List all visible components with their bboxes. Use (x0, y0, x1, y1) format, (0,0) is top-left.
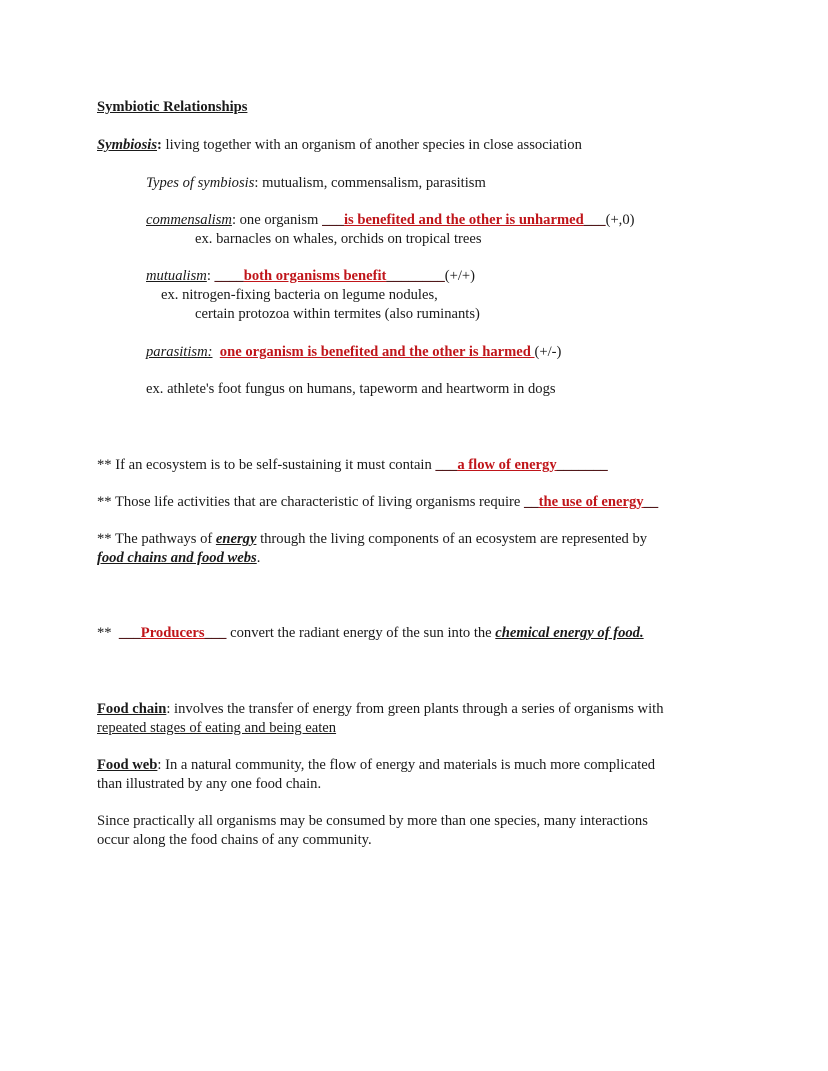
statement-life-activities (97, 493, 658, 511)
page-title: Symbiotic Relationships (97, 99, 248, 115)
mutualism-blank-pre: ____ (214, 268, 244, 284)
statement-producers (97, 624, 644, 642)
food-web-definition (97, 756, 655, 774)
statement-1-blank-pre: ___ (435, 457, 458, 473)
types-label: Types of symbiosis (146, 175, 255, 191)
mutualism-line (146, 267, 475, 285)
mutualism-blank-post: ________ (386, 268, 445, 284)
food-web-line-2: than illustrated by any one food chain. (97, 776, 322, 792)
mutualism-lead: : (206, 268, 215, 284)
symbiosis-text: living together with an organism of another species in close association (161, 137, 582, 153)
food-chain-definition (97, 700, 664, 718)
statement-4-stars: ** (97, 625, 116, 641)
statement-4-chemical-energy: chemical energy of food. (495, 625, 644, 641)
commensalism-sign: (+,0) (605, 212, 635, 228)
mutualism-example-1: ex. nitrogen-fixing bacteria on legume nodules, (161, 287, 438, 303)
food-web-term: Food web (97, 757, 158, 773)
closing-line-2: occur along the food chains of any community. (97, 832, 372, 848)
statement-2-blank-pre: __ (524, 494, 539, 510)
statement-1-text: ** If an ecosystem is to be self-sustaining it must contain (97, 457, 436, 473)
closing-line-1: Since practically all organisms may be consumed by more than one species, many interactions (97, 813, 648, 829)
statement-4-text: convert the radiant energy of the sun into the (226, 625, 496, 641)
mutualism-sign: (+/+) (444, 268, 476, 284)
statement-energy-pathways (97, 530, 647, 548)
statement-self-sustaining (97, 456, 608, 474)
mutualism-term: mutualism (146, 268, 207, 284)
statement-4-blank-pre: ___ (118, 625, 141, 641)
parasitism-line (146, 343, 561, 361)
parasitism-answer: one organism is benefited and the other is harmed (219, 344, 535, 360)
food-web-text: : In a natural community, the flow of energy and materials is much more complicated (157, 757, 656, 773)
mutualism-example-2: certain protozoa within termites (also ruminants) (195, 306, 480, 322)
statement-2-answer: the use of energy (538, 494, 644, 510)
statement-1-blank-post: _______ (556, 457, 608, 473)
parasitism-term: parasitism: (146, 344, 213, 360)
symbiosis-definition (97, 136, 582, 154)
food-chain-text: : involves the transfer of energy from green plants through a series of organisms with (166, 701, 664, 717)
statement-4-answer: Producers (140, 625, 205, 641)
statement-3-energy: energy (215, 531, 257, 547)
commensalism-line (146, 211, 635, 229)
commensalism-blank-post: ___ (583, 212, 606, 228)
parasitism-example: ex. athlete's foot fungus on humans, tapeworm and heartworm in dogs (146, 381, 556, 397)
commensalism-lead: : one organism (231, 212, 323, 228)
commensalism-answer: is benefited and the other is unharmed (343, 212, 584, 228)
types-of-symbiosis (146, 174, 486, 192)
statement-3-period: . (256, 550, 261, 566)
statement-3-text-a: ** The pathways of (97, 531, 216, 547)
statement-2-text: ** Those life activities that are characteristic of living organisms require (97, 494, 524, 510)
commensalism-blank-pre: ___ (322, 212, 344, 228)
symbiosis-term: Symbiosis (97, 137, 158, 153)
statement-3-text-b: through the living components of an ecosystem are represented by (256, 531, 648, 547)
statement-2-blank-post: __ (643, 494, 659, 510)
types-text: : mutualism, commensalism, parasitism (254, 175, 486, 191)
commensalism-example: ex. barnacles on whales, orchids on tropical trees (195, 231, 482, 247)
mutualism-answer: both organisms benefit (243, 268, 387, 284)
symbiosis-colon: : (157, 137, 162, 153)
statement-energy-answer (97, 549, 260, 567)
statement-3-answer: food chains and food webs (97, 550, 257, 566)
parasitism-sign: (+/-) (534, 344, 562, 360)
food-chain-line-2: repeated stages of eating and being eaten (97, 720, 337, 736)
commensalism-term: commensalism (146, 212, 232, 228)
food-chain-term: Food chain (97, 701, 167, 717)
statement-4-blank-post: ___ (204, 625, 227, 641)
statement-1-answer: a flow of energy (457, 457, 557, 473)
